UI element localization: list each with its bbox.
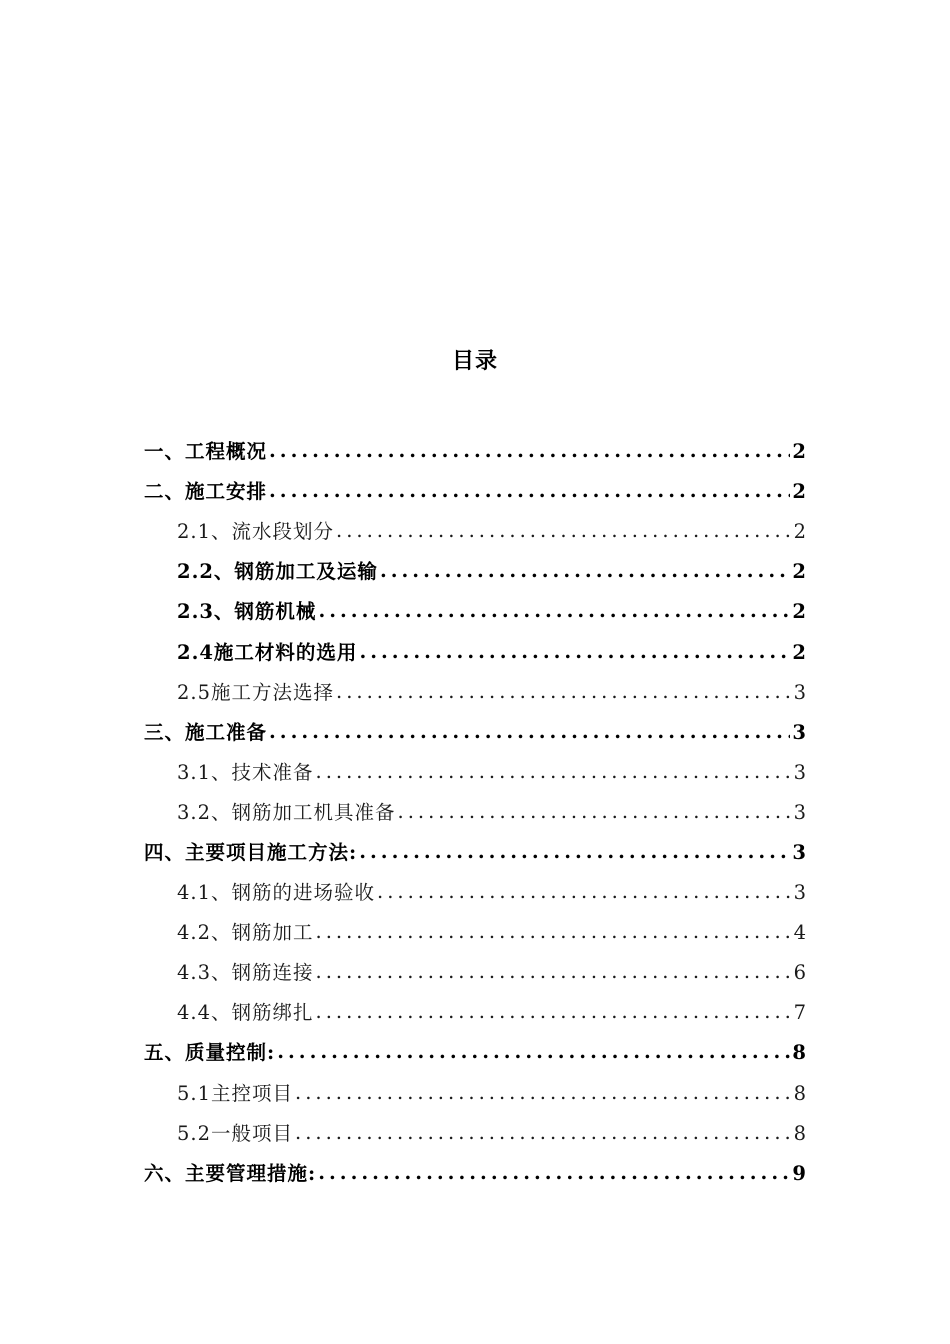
- toc-entry-label: 4.3、钢筋连接: [177, 961, 314, 985]
- toc-entry-page: 2: [792, 440, 806, 464]
- toc-leader-dots: [336, 512, 792, 551]
- toc-entry-label: 2.5施工方法选择: [177, 680, 335, 704]
- toc-entry[interactable]: [144, 713, 806, 753]
- toc-entry-page: 3: [793, 881, 806, 905]
- toc-entry[interactable]: [144, 472, 806, 512]
- toc-entry-label: 二、施工安排: [144, 480, 268, 504]
- toc-entry-label: 3.2、钢筋加工机具准备: [177, 800, 396, 824]
- toc-entry[interactable]: [144, 432, 806, 472]
- toc-entry-label: 4.1、钢筋的进场验收: [177, 881, 376, 905]
- toc-leader-dots: [316, 993, 792, 1032]
- toc-entry[interactable]: [144, 512, 806, 552]
- toc-entry-page: 8: [793, 1081, 806, 1105]
- toc-entry[interactable]: [144, 833, 806, 873]
- toc-leader-dots: [277, 1033, 790, 1072]
- table-of-contents: [144, 432, 806, 1194]
- toc-entry-label: 一、工程概况: [144, 440, 268, 464]
- toc-leader-dots: [377, 873, 792, 912]
- toc-entry-page: 8: [793, 1121, 806, 1145]
- toc-entry-label: 五、质量控制:: [144, 1041, 276, 1065]
- toc-entry-label: 四、主要项目施工方法:: [144, 840, 358, 864]
- toc-entry[interactable]: [144, 993, 806, 1033]
- toc-entry[interactable]: [144, 1074, 806, 1114]
- toc-entry-label: 4.2、钢筋加工: [177, 921, 314, 945]
- toc-entry[interactable]: [144, 1154, 806, 1194]
- toc-entry-label: 4.4、钢筋绑扎: [177, 1001, 314, 1025]
- toc-entry-page: 9: [792, 1161, 806, 1185]
- toc-entry[interactable]: [144, 793, 806, 833]
- toc-entry-page: 6: [793, 961, 806, 985]
- toc-leader-dots: [380, 552, 790, 591]
- toc-leader-dots: [318, 592, 790, 631]
- toc-entry-label: 2.3、钢筋机械: [177, 600, 317, 624]
- toc-leader-dots: [316, 953, 792, 992]
- toc-entry-page: 2: [792, 560, 806, 584]
- toc-entry-page: 3: [792, 840, 806, 864]
- toc-entry-label: 2.4施工材料的选用: [177, 640, 358, 664]
- toc-entry-label: 3.1、技术准备: [177, 760, 314, 784]
- toc-entry-page: 3: [793, 760, 806, 784]
- toc-entry-label: 六、主要管理措施:: [144, 1161, 317, 1185]
- toc-leader-dots: [359, 833, 790, 872]
- toc-leader-dots: [295, 1074, 792, 1113]
- toc-entry[interactable]: [144, 632, 806, 672]
- toc-entry-page: 2: [792, 600, 806, 624]
- toc-leader-dots: [316, 913, 792, 952]
- toc-entry-page: 4: [793, 921, 806, 945]
- toc-leader-dots: [359, 632, 790, 671]
- toc-entry[interactable]: [144, 873, 806, 913]
- toc-entry-label: 三、施工准备: [144, 720, 268, 744]
- toc-leader-dots: [295, 1114, 792, 1153]
- toc-leader-dots: [316, 753, 792, 792]
- toc-entry-label: 2.1、流水段划分: [177, 520, 335, 544]
- toc-title: 目录: [451, 348, 498, 374]
- toc-entry-label: 5.1主控项目: [177, 1081, 294, 1105]
- toc-entry[interactable]: [144, 913, 806, 953]
- toc-leader-dots: [336, 673, 792, 712]
- toc-leader-dots: [318, 1154, 790, 1193]
- toc-entry[interactable]: [144, 753, 806, 793]
- toc-entry-page: 3: [793, 680, 806, 704]
- toc-entry[interactable]: [144, 953, 806, 993]
- toc-entry-page: 3: [792, 720, 806, 744]
- toc-entry-page: 2: [792, 480, 806, 504]
- toc-entry[interactable]: [144, 673, 806, 713]
- toc-leader-dots: [269, 713, 790, 752]
- toc-entry-page: 2: [793, 520, 806, 544]
- toc-entry[interactable]: [144, 1033, 806, 1073]
- toc-entry-label: 5.2一般项目: [177, 1121, 294, 1145]
- toc-leader-dots: [269, 432, 790, 471]
- toc-leader-dots: [398, 793, 792, 832]
- toc-leader-dots: [269, 472, 790, 511]
- toc-entry[interactable]: [144, 1114, 806, 1154]
- toc-entry-label: 2.2、钢筋加工及运输: [177, 560, 378, 584]
- toc-entry-page: 7: [793, 1001, 806, 1025]
- toc-entry-page: 2: [792, 640, 806, 664]
- toc-entry-page: 3: [793, 800, 806, 824]
- toc-entry[interactable]: [144, 552, 806, 592]
- toc-entry[interactable]: [144, 592, 806, 632]
- toc-entry-page: 8: [792, 1041, 806, 1065]
